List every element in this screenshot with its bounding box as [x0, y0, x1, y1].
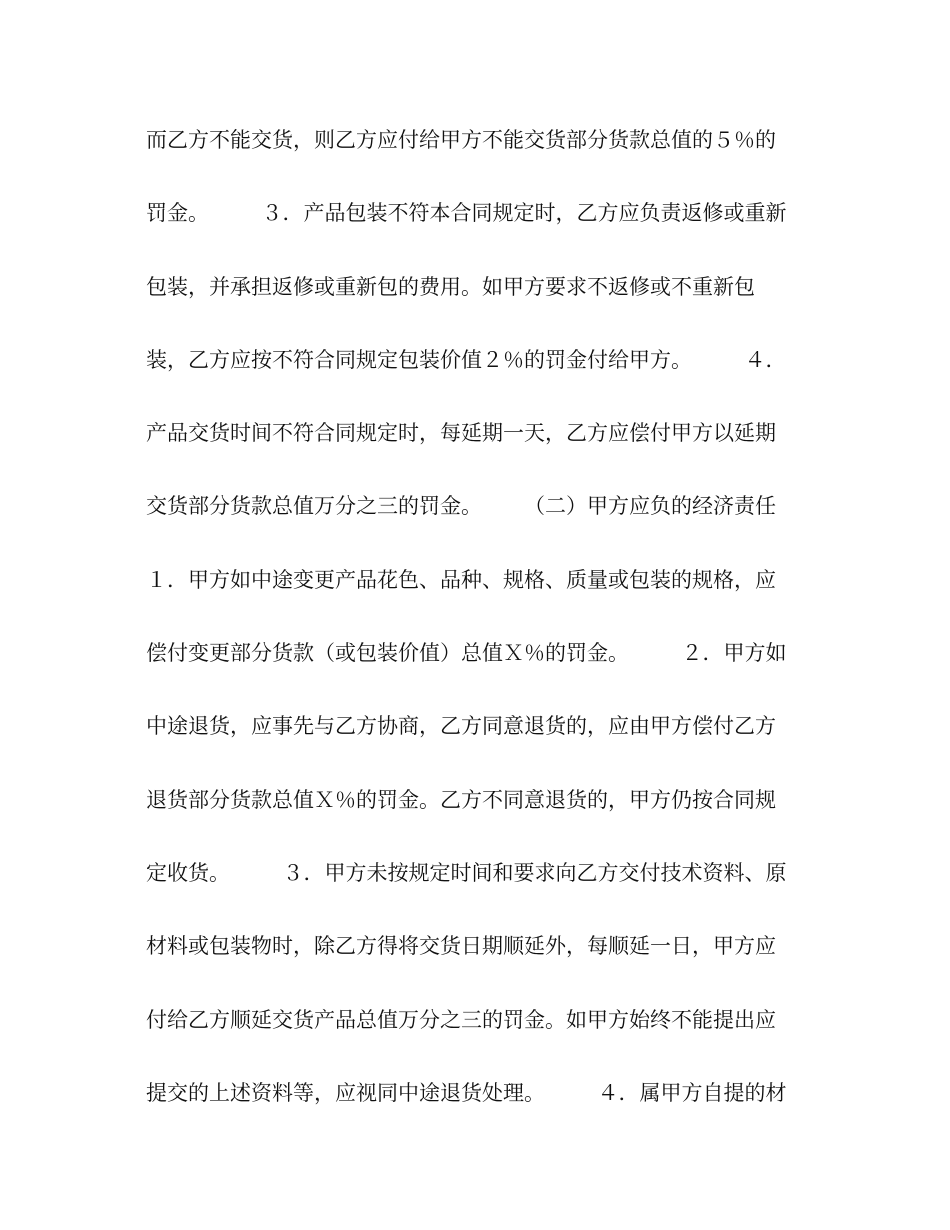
- text-line-12: 材料或包装物时，除乙方得将交货日期顺延外，每顺延一日，甲方应: [146, 934, 776, 959]
- text-line-10: 退货部分货款总值Ｘ％的罚金。乙方不同意退货的，甲方仍按合同规: [146, 787, 776, 812]
- text-line-8: 偿付变更部分货款（或包装价值）总值Ｘ％的罚金。 ２．甲方如: [146, 641, 787, 666]
- text-line-5: 产品交货时间不符合同规定时，每延期一天，乙方应偿付甲方以延期: [146, 421, 776, 446]
- contract-text-body: [146, 116, 806, 1142]
- text-line-4: 装，乙方应按不符合同规定包装价值２％的罚金付给甲方。 ４．: [146, 347, 787, 372]
- text-line-14: 提交的上述资料等，应视同中途退货处理。 ４．属甲方自提的材: [146, 1080, 787, 1105]
- text-line-3: 包装，并承担返修或重新包的费用。如甲方要求不返修或不重新包: [146, 274, 755, 299]
- text-line-11: 定收货。 ３．甲方未按规定时间和要求向乙方交付技术资料、原: [146, 860, 787, 885]
- text-line-9: 中途退货，应事先与乙方协商，乙方同意退货的，应由甲方偿付乙方: [146, 714, 776, 739]
- text-line-2: 罚金。 ３．产品包装不符本合同规定时，乙方应负责返修或重新: [146, 201, 787, 226]
- text-line-7: １．甲方如中途变更产品花色、品种、规格、质量或包装的规格，应: [146, 567, 776, 592]
- text-line-1: 而乙方不能交货，则乙方应付给甲方不能交货部分货款总值的５％的: [146, 128, 776, 152]
- text-line-6: 交货部分货款总值万分之三的罚金。 （二）甲方应负的经济责任: [146, 494, 776, 519]
- text-line-13: 付给乙方顺延交货产品总值万分之三的罚金。如甲方始终不能提出应: [146, 1007, 776, 1032]
